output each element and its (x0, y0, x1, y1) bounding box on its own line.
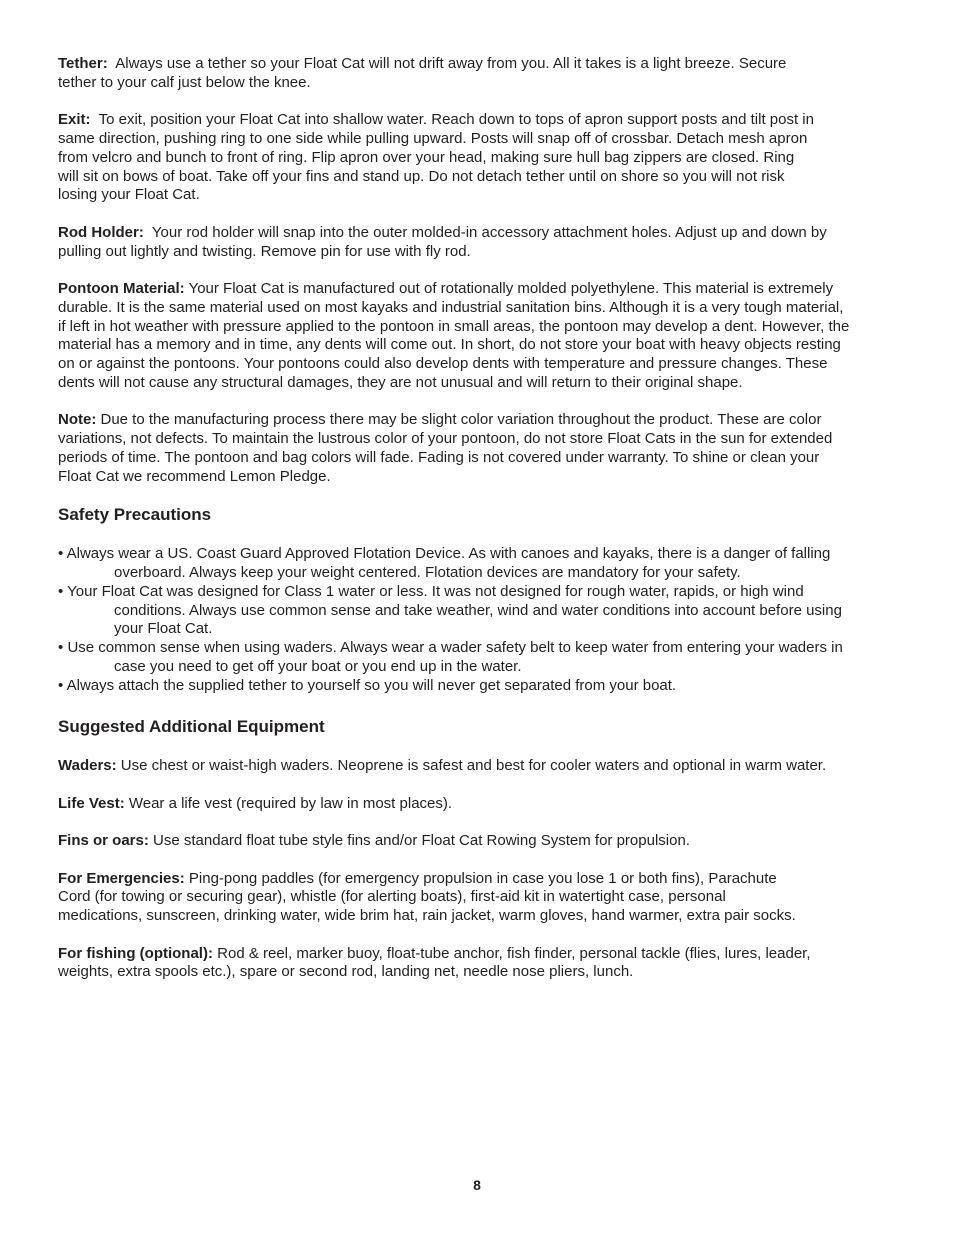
bullet-glyph: • (58, 639, 64, 657)
paragraph-line: from velcro and bunch to front of ring. Flip apron over your head, making sure hull bag zippers are closed. Ring (58, 148, 795, 166)
for-emergencies-paragraph (58, 870, 908, 926)
life-vest-paragraph (58, 795, 908, 814)
paragraph-line: will sit on bows of boat. Take off your fins and stand up. Do not detach tether until on shore so you will not risk (58, 167, 785, 185)
paragraph-line: Wear a life vest (required by law in most places). (128, 794, 453, 812)
paragraph-lead: Fins or oars: (58, 832, 149, 850)
list-item-line: your Float Cat. (114, 620, 213, 638)
list-item (58, 583, 908, 639)
paragraph-line: weights, extra spools etc.), spare or second rod, landing net, needle nose pliers, lunch. (58, 963, 634, 981)
fins-or-oars-paragraph (58, 832, 908, 851)
bullet-glyph: • (58, 545, 64, 563)
paragraph-line: Your Float Cat is manufactured out of rotationally molded polyethylene. This material is extremely (188, 279, 834, 297)
paragraph-lead: Life Vest: (58, 794, 125, 812)
paragraph-line: Use standard float tube style fins and/or Float Cat Rowing System for propulsion. (153, 832, 690, 850)
paragraph-line: if left in hot weather with pressure applied to the pontoon in small areas, the pontoon may develop a dent. However, the (58, 317, 850, 335)
exit-paragraph (58, 111, 908, 205)
paragraph-line: pulling out lightly and twisting. Remove pin for use with fly rod. (58, 242, 471, 260)
list-item-line: Always attach the supplied tether to yourself so you will never get separated from your boat. (66, 676, 677, 694)
list-item-line: case you need to get off your boat or you end up in the water. (114, 657, 522, 675)
list-item-line: conditions. Always use common sense and take weather, wind and water conditions into account before using (114, 601, 842, 619)
paragraph-line: Rod & reel, marker buoy, float-tube anchor, fish finder, personal tackle (flies, lures, leader, (217, 944, 811, 962)
list-item-line: overboard. Always keep your weight centered. Flotation devices are mandatory for your safety. (114, 563, 741, 581)
list-item-line: Always wear a US. Coast Guard Approved Flotation Device. As with canoes and kayaks, there is a danger of falling (66, 545, 831, 563)
paragraph-lead: Tether: (58, 55, 108, 72)
pontoon-material-paragraph (58, 280, 908, 393)
paragraph-line: same direction, pushing ring to one side while pulling upward. Posts will snap off of crossbar. Detach mesh apron (58, 129, 808, 147)
bullet-glyph: • (58, 582, 64, 600)
tether-paragraph (58, 55, 908, 93)
paragraph-line: Use chest or waist-high waders. Neoprene is safest and best for cooler waters and optional in warm water. (120, 757, 827, 775)
safety-precautions-list (58, 545, 908, 695)
list-item (58, 677, 908, 696)
paragraph-line: durable. It is the same material used on most kayaks and industrial sanitation bins. Although it is a very tough material, (58, 298, 844, 316)
paragraph-line: tether to your calf just below the knee. (58, 73, 311, 91)
list-item (58, 545, 908, 583)
paragraph-lead: Pontoon Material: (58, 279, 185, 297)
note-paragraph (58, 411, 908, 486)
bullet-glyph: • (58, 676, 64, 694)
list-item (58, 639, 908, 677)
page-number: 8 (473, 1177, 481, 1193)
paragraph-lead: Waders: (58, 757, 117, 775)
rod-holder-paragraph (58, 224, 908, 262)
paragraph-line: Float Cat we recommend Lemon Pledge. (58, 467, 331, 485)
paragraph-line: Ping-pong paddles (for emergency propulsion in case you lose 1 or both fins), Parachute (188, 869, 777, 887)
paragraph-line: Due to the manufacturing process there may be slight color variation throughout the product. These are color (100, 411, 822, 429)
paragraph-line: dents will not cause any structural damages, they are not unusual and will return to their original shape. (58, 373, 743, 391)
paragraph-line: Always use a tether so your Float Cat will not drift away from you. All it takes is a light breeze. Secure (115, 55, 787, 72)
paragraph-lead: Note: (58, 411, 97, 429)
paragraph-line: variations, not defects. To maintain the lustrous color of your pontoon, do not store Float Cats in the sun for extended (58, 430, 833, 448)
paragraph-line: periods of time. The pontoon and bag colors will fade. Fading is not covered under warranty. To shine or clean your (58, 448, 820, 466)
paragraph-line: losing your Float Cat. (58, 186, 200, 204)
intro-paragraphs (58, 55, 908, 487)
paragraph-lead: For Emergencies: (58, 869, 185, 887)
waders-paragraph (58, 757, 908, 776)
for-fishing-paragraph (58, 945, 908, 983)
suggested-equipment-heading: Suggested Additional Equipment (58, 717, 325, 737)
paragraph-line: material has a memory and in time, any dents will come out. In short, do not store your boat with heavy objects resting (58, 336, 841, 354)
paragraph-lead: Exit: (58, 111, 91, 129)
paragraph-line: To exit, position your Float Cat into shallow water. Reach down to tops of apron support posts and tilt post in (98, 111, 814, 129)
list-item-line: Use common sense when using waders. Always wear a wader safety belt to keep water from entering your waders in (67, 639, 843, 657)
safety-precautions-heading: Safety Precautions (58, 505, 212, 525)
paragraph-line: medications, sunscreen, drinking water, wide brim hat, rain jacket, warm gloves, hand warmer, extra pair socks. (58, 907, 796, 925)
paragraph-line: Your rod holder will snap into the outer molded-in accessory attachment holes. Adjust up and down by (151, 223, 827, 241)
document-page (58, 55, 908, 1001)
paragraph-line: Cord (for towing or securing gear), whistle (for alerting boats), first-aid kit in watertight case, personal (58, 888, 726, 906)
list-item-line: Your Float Cat was designed for Class 1 water or less. It was not designed for rough water, rapids, or high wind (67, 582, 804, 600)
paragraph-lead: For fishing (optional): (58, 944, 213, 962)
paragraph-line: on or against the pontoons. Your pontoons could also develop dents with temperature and pressure changes. These (58, 355, 828, 373)
paragraph-lead: Rod Holder: (58, 223, 144, 241)
